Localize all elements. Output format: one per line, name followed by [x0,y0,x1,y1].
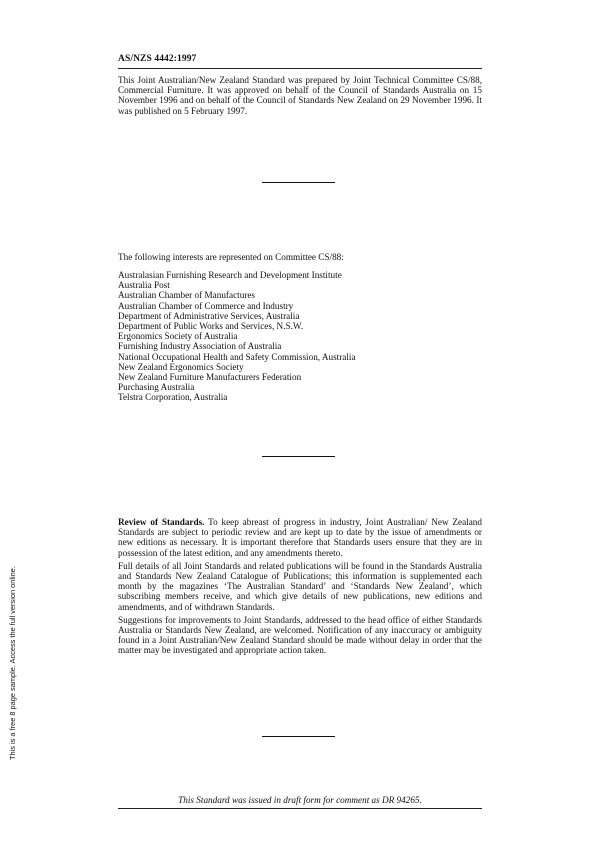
preparation-paragraph: This Joint Australian/New Zealand Standard was prepared by Joint Technical Committee CS/88, Commercial Furniture. It was approved on behalf of the Council of Standards Australia on 15 November 1996 and on behalf of the Council of Standards New Zealand on 29 November 1996. It was published on 5 February 1997. [118,75,482,116]
list-item: Australasian Furnishing Research and Development Institute [118,270,342,280]
review-paragraph-3: Suggestions for improvements to Joint Standards, addressed to the head office of either Standards Australia or Standards New Zealand, are welcomed. Notification of any inaccuracy or ambiguity found in a Joint Australian/New Zealand Standard should be made without delay in order that the matter may be investigated and appropriate action taken. [118,614,482,656]
list-item: Australia Post [118,280,170,291]
review-heading: Review of Standards. [118,517,205,527]
footer-rule [118,808,482,809]
review-paragraph-1-text: To keep abreast of progress in industry, Joint Australian/ New Zealand Standards are subject to periodic review and are kept up to date by the issue of amendments or new editions as necessary. It is important therefore that Standards users ensure that they are in possession of the latest edition, and any amendments thereto. [118,517,482,558]
list-item: Purchasing Australia [118,382,195,393]
standard-code: AS/NZS 4442:1997 [118,54,197,64]
list-item: Furnishing Industry Association of Australia [118,341,282,352]
list-item: New Zealand Ergonomics Society [118,361,244,372]
list-item: National Occupational Health and Safety Commission, Australia [118,351,356,362]
section-divider-1 [262,182,335,183]
review-paragraph-1 [118,517,482,558]
header-rule [118,68,482,69]
list-item: Department of Public Works and Services, N.S.W. [118,321,304,332]
review-of-standards-section [118,517,482,659]
committee-organisation-list [118,270,482,403]
section-divider-3 [262,736,335,737]
sample-notice: This is a free 8 page sample. Access the full version online. [8,566,17,760]
list-item: New Zealand Furniture Manufacturers Federation [118,372,302,383]
list-item: Australian Chamber of Manufactures [118,290,256,301]
list-item: Department of Administrative Services, Australia [118,310,300,321]
list-item: Australian Chamber of Commerce and Industry [118,300,294,311]
interests-intro: The following interests are represented on Committee CS/88: [118,252,344,262]
review-paragraph-2: Full details of all Joint Standards and related publications will be found in the Standards Australia and Standards New Zealand Catalogue of Publications; this information is supplemented each month by the magazines ‘The Australian Standard’ and ‘Standards New Zealand’, which subscribing members receive, and which give details of new publications, new editions and amendments, and of withdrawn Standards. [118,560,482,612]
section-divider-2 [262,456,335,457]
list-item: Telstra Corporation, Australia [118,392,228,403]
list-item: Ergonomics Society of Australia [118,331,238,342]
draft-footnote: This Standard was issued in draft form for comment as DR 94265. [178,795,422,805]
